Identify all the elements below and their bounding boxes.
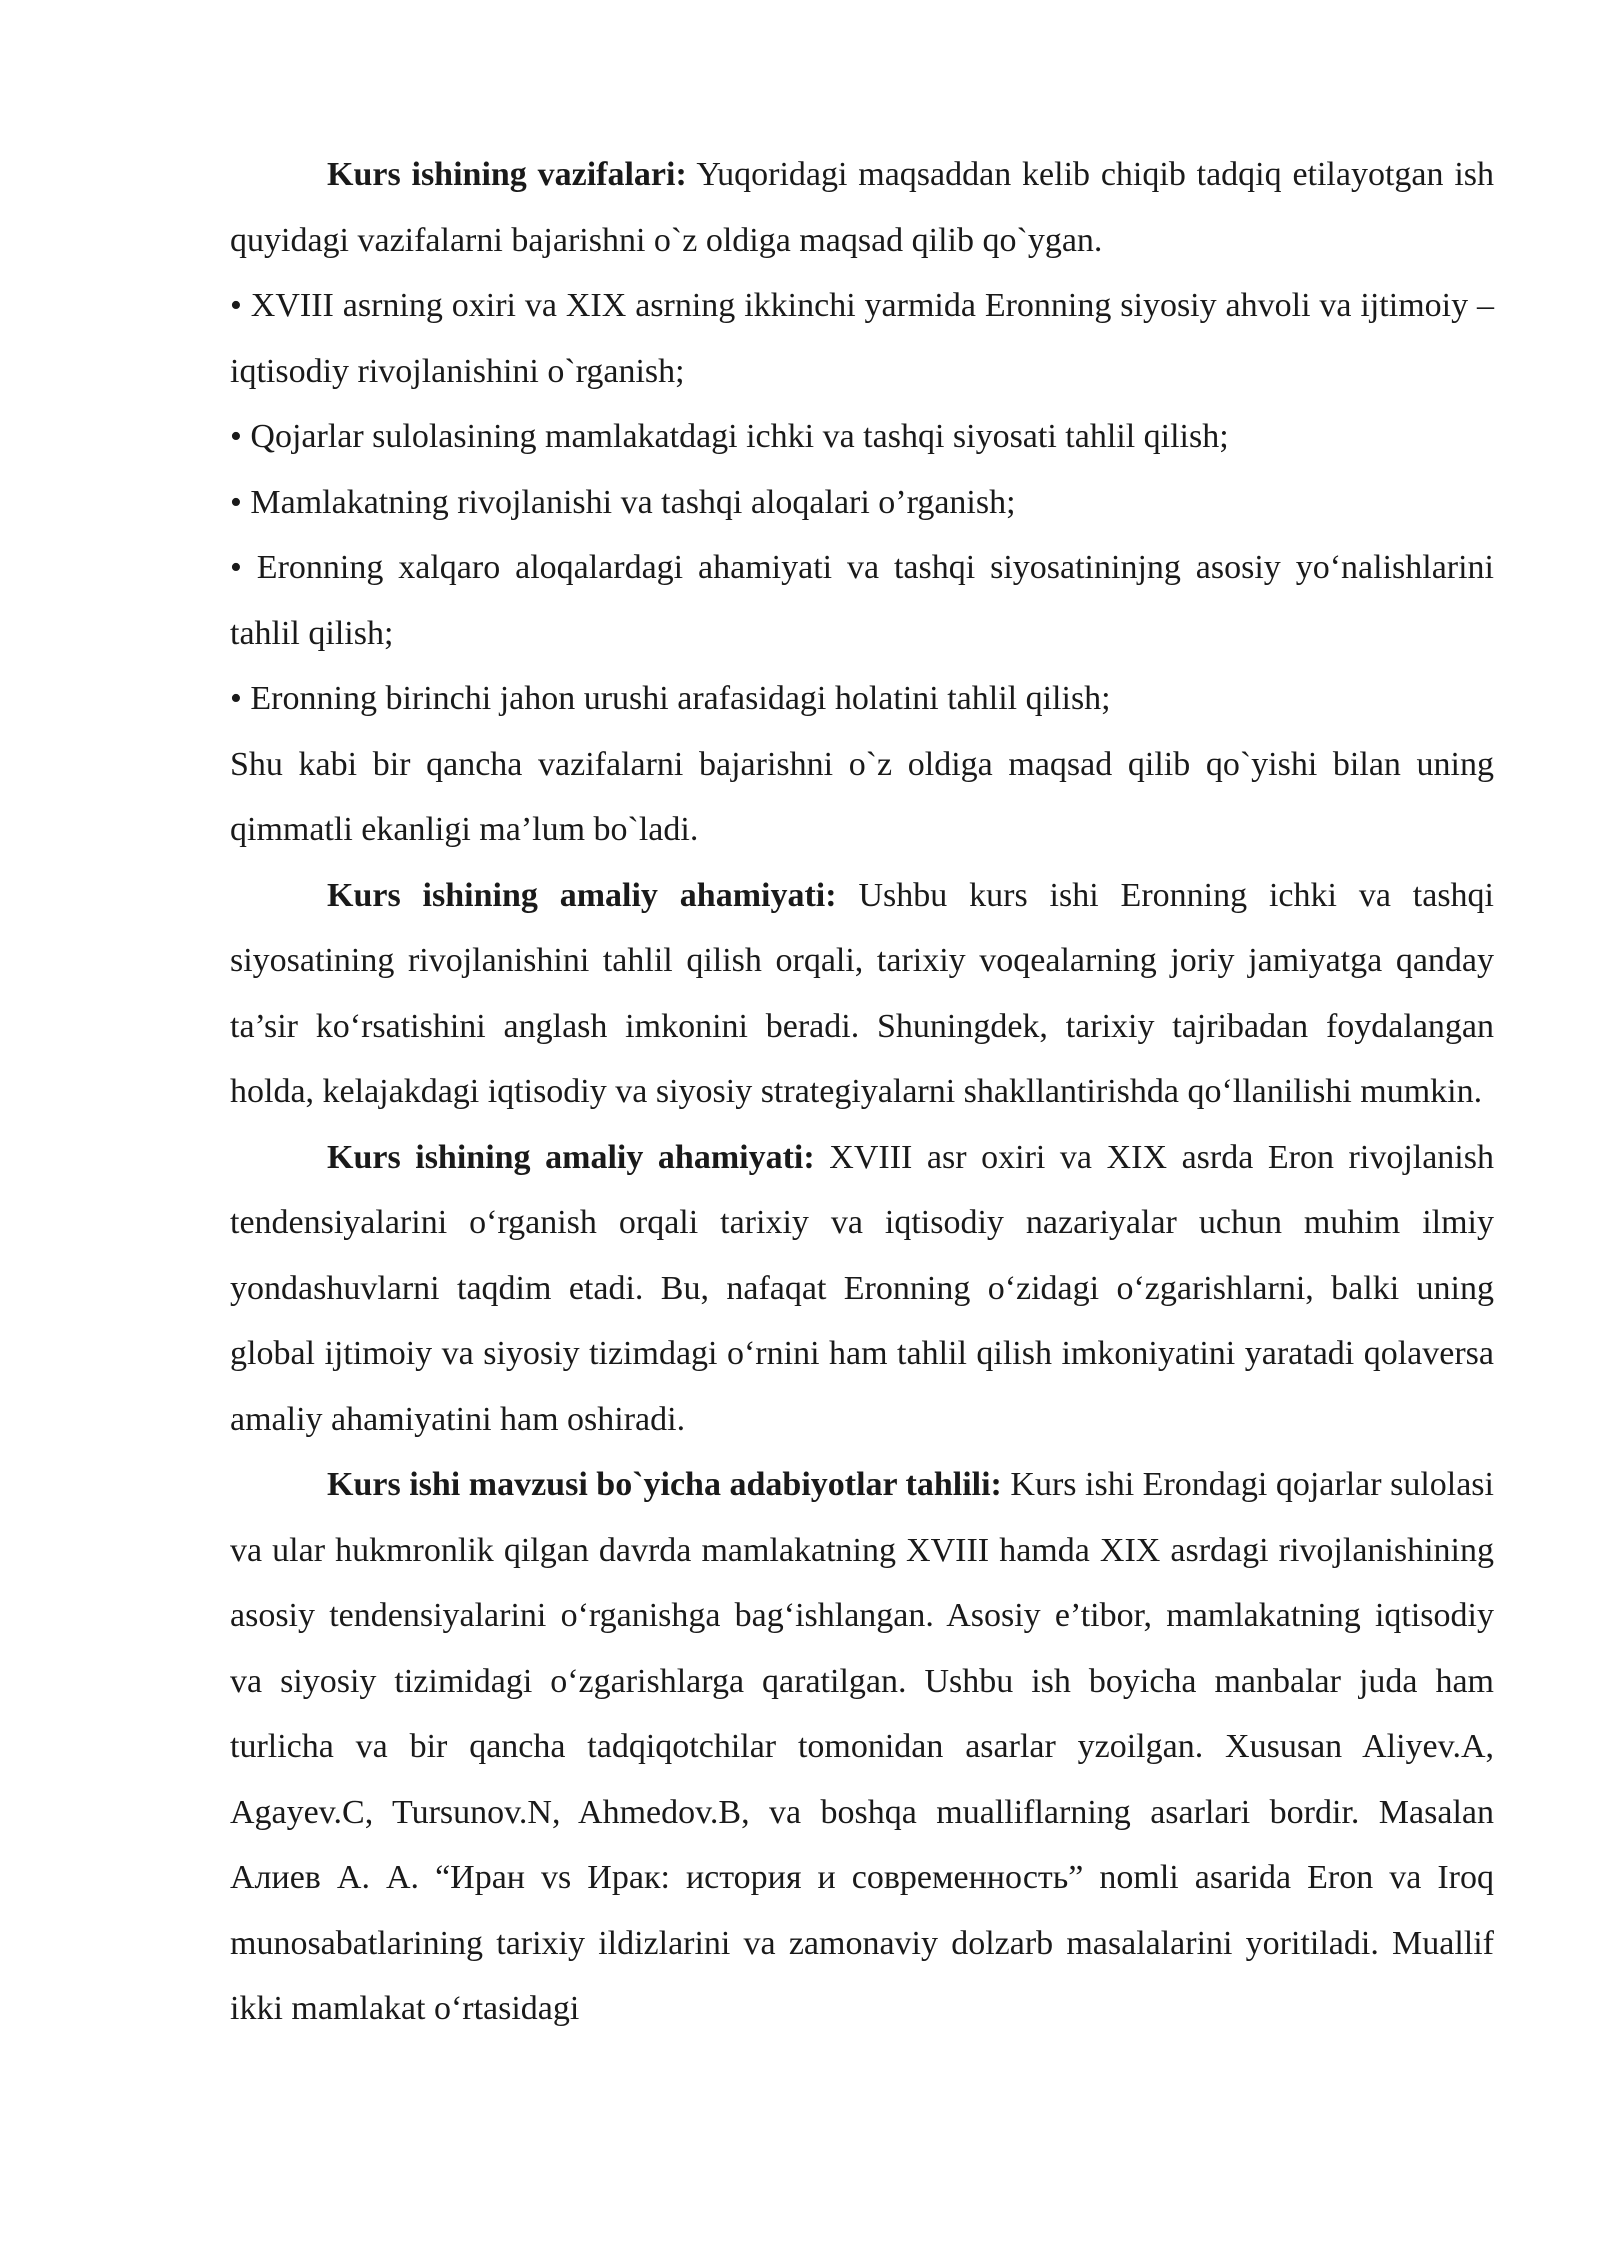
literature-review-heading: Kurs ishi mavzusi bo`yicha adabiyotlar tahlili: bbox=[327, 1466, 1002, 1503]
practical-significance-heading-2: Kurs ishining amaliy ahamiyati: bbox=[327, 1138, 815, 1176]
tasks-conclusion-paragraph: Shu kabi bir qancha vazifalarni bajarishni o`z oldiga maqsad qilib qo`yishi bilan uning qimmatli ekanligi ma’lum bo`ladi. bbox=[230, 745, 1494, 848]
practical-significance-paragraph bbox=[230, 863, 1494, 1125]
literature-review-text: Kurs ishi Erondagi qojarlar sulolasi va ular hukmronlik qilgan davrda mamlakatning XVIII hamda XIX asrdagi rivojlanishining asosiy tendensiyalarini o‘rganishga bag‘ishlangan. Asosiy e’tibor, mamlakatning iqtisodiy va siyosiy tizimidagi o‘zgarishlarga qaratilgan. Ushbu ish boyicha manbalar juda ham turlicha va bir qancha tadqiqotchilar tomonidan asarlar yzoilgan. Xususan Aliyev.A, Agayev.C, Tursunov.N, Ahmedov.B, va boshqa mualliflarning asarlari bordir. Masalan Алиев А. А. “Иран vs Ирак: история и современность” nomli asarida Eron va Iroq munosabatlarining tarixiy ildizlarini va zamonaviy dolzarb masalalarini yoritiladi. Muallif ikki mamlakat o‘rtasidagi bbox=[230, 1466, 1494, 2027]
bullet-item: • Mamlakatning rivojlanishi va tashqi aloqalari o’rganish; bbox=[230, 483, 1016, 521]
practical-significance-text-2: XVIII asr oxiri va XIX asrda Eron rivojlanish tendensiyalarini o‘rganish orqali tarixiy va iqtisodiy nazariyalar uchun muhim ilmiy yondashuvlarni taqdim etadi. Bu, nafaqat Eronning o‘zidagi o‘zgarishlarni, balki uning global ijtimoiy va siyosiy tizimdagi o‘rnini ham tahlil qilish imkoniyatini yaratadi qolaversa amaliy ahamiyatini ham oshiradi. bbox=[230, 1138, 1494, 1438]
tasks-intro-text: Yuqoridagi maqsaddan kelib chiqib tadqiq etilayotgan ish quyidagi vazifalarni bajarishni o`z oldiga maqsad qilib qo`ygan. bbox=[230, 156, 1495, 259]
bullet-item: • Eronning birinchi jahon urushi arafasidagi holatini tahlil qilish; bbox=[230, 680, 1111, 717]
practical-significance-paragraph-2 bbox=[230, 1125, 1494, 1453]
tasks-paragraph bbox=[230, 142, 1494, 273]
tasks-heading: Kurs ishining vazifalari: bbox=[327, 156, 687, 193]
bullet-item: • Eronning xalqaro aloqalardagi ahamiyati va tashqi siyosatininjng asosiy yo‘nalishlarini tahlil qilish; bbox=[230, 549, 1494, 652]
document-page bbox=[230, 142, 1494, 2042]
bullet-item: • XVIII asrning oxiri va XIX asrning ikkinchi yarmida Eronning siyosiy ahvoli va ijtimoiy –iqtisodiy rivojlanishini o`rganish; bbox=[230, 287, 1494, 390]
literature-review-paragraph bbox=[230, 1452, 1494, 2042]
practical-significance-heading: Kurs ishining amaliy ahamiyati: bbox=[327, 876, 837, 914]
practical-significance-text: Ushbu kurs ishi Eronning ichki va tashqi siyosatining rivojlanishini tahlil qilish orqali, tarixiy voqealarning joriy jamiyatga qanday ta’sir ko‘rsatishini anglash imkonini beradi. Shuningdek, tarixiy tajribadan foydalangan holda, kelajakdagi iqtisodiy va siyosiy strategiyalarni shakllantirishda qo‘llanilishi mumkin. bbox=[230, 876, 1494, 1110]
bullet-item: • Qojarlar sulolasining mamlakatdagi ichki va tashqi siyosati tahlil qilish; bbox=[230, 418, 1229, 455]
